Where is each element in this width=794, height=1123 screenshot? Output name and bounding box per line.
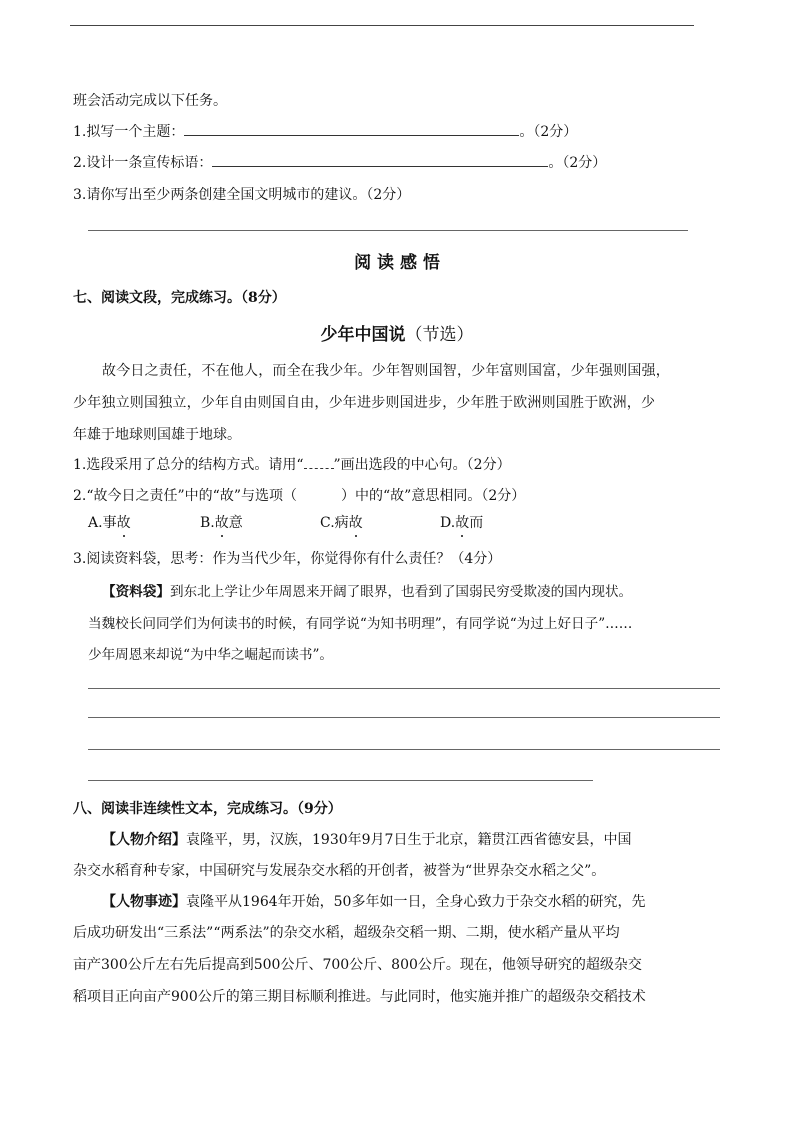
task-2-prefix: 2.设计一条宣传标语： bbox=[73, 155, 213, 171]
q8-deeds-line-3: 亩产300公斤左右先后提高到500公斤、700公斤、800公斤。现在，他领导研究的超级杂交 bbox=[73, 957, 642, 973]
q7-sub-1 bbox=[73, 454, 511, 474]
option-d-dotted-char: 故 bbox=[455, 512, 469, 532]
q8-deeds-text-1: 袁隆平从1964年开始，50多年如一日，全身心致力于杂交水稻的研究，先 bbox=[186, 894, 646, 910]
passage-line-2: 少年独立则国独立，少年自由则国自由，少年进步则国进步，少年胜于欧洲则国胜于欧洲，少 bbox=[73, 395, 656, 411]
q8-intro-line-1 bbox=[102, 829, 631, 849]
material-line-1 bbox=[102, 580, 632, 600]
task-2-suffix: 。（2分） bbox=[548, 155, 607, 171]
task-1 bbox=[73, 121, 577, 141]
option-c-dotted-char: 故 bbox=[349, 512, 363, 532]
task-2 bbox=[73, 152, 606, 172]
q8-deeds-line-2: 后成功研发出“三系法”“两系法”的杂交水稻，超级杂交稻一期、二期，使水稻产量从平均 bbox=[73, 925, 620, 941]
option-c[interactable] bbox=[320, 512, 363, 532]
q8-intro-line-2: 杂交水稻育种专家，中国研究与发展杂交水稻的开创者，被誉为“世界杂交水稻之父”。 bbox=[73, 863, 606, 879]
option-a-letter: A. bbox=[88, 515, 103, 531]
task-1-suffix: 。（2分） bbox=[519, 124, 578, 140]
q7-sub-1-prefix: 1.选段采用了总分的结构方式。请用“ bbox=[73, 457, 304, 473]
option-c-text: 病 bbox=[334, 515, 349, 531]
dashed-underline-sample bbox=[304, 458, 334, 469]
q8-deeds-line-4: 稻项目正向亩产900公斤的第三期目标顺利推进。与此同时，他实施并推广的超级杂交稻技术 bbox=[73, 989, 646, 1005]
option-b-letter: B. bbox=[200, 515, 215, 531]
passage-title-sub: （节选） bbox=[405, 325, 474, 345]
q7-sub-2 bbox=[73, 485, 525, 505]
q8-intro-label: 【人物介绍】 bbox=[102, 832, 186, 848]
passage-line-3: 年雄于地球则国雄于地球。 bbox=[73, 427, 241, 443]
answer-line-3[interactable] bbox=[88, 749, 720, 750]
passage-line-1: 故今日之责任，不在他人，而全在我少年。少年智则国智，少年富则国富，少年强则国强， bbox=[102, 363, 670, 379]
intro-text: 班会活动完成以下任务。 bbox=[73, 93, 227, 109]
option-a-text: 事 bbox=[102, 515, 117, 531]
q7-sub-1-suffix: ”画出选段的中心句。（2分） bbox=[333, 457, 511, 473]
option-a[interactable] bbox=[88, 512, 131, 532]
q8-deeds-line-1 bbox=[102, 891, 645, 911]
answer-line-2[interactable] bbox=[88, 717, 720, 718]
task-1-answer-blank[interactable] bbox=[184, 121, 519, 136]
task-3-answer-line[interactable] bbox=[88, 230, 688, 231]
task-1-prefix: 1.拟写一个主题： bbox=[73, 124, 185, 140]
answer-line-4[interactable] bbox=[88, 780, 593, 781]
q8-intro-text-1: 袁隆平，男，汉族，1930年9月7日生于北京，籍贯江西省德安县，中国 bbox=[186, 832, 632, 848]
option-c-letter: C. bbox=[320, 515, 335, 531]
q7-sub-3: 3.阅读资料袋，思考：作为当代少年，你觉得你有什么责任？（4分） bbox=[73, 551, 502, 567]
task-2-answer-blank[interactable] bbox=[212, 152, 548, 167]
option-b-dotted-char: 故 bbox=[215, 512, 229, 532]
passage-title bbox=[0, 320, 794, 345]
q8-deeds-label: 【人物事迹】 bbox=[102, 894, 186, 910]
option-d-text-after: 而 bbox=[469, 515, 484, 531]
q8-title: 八、阅读非连续性文本，完成练习。（9分） bbox=[73, 801, 342, 817]
q7-sub-2-suffix: ）中的“故”意思相同。（2分） bbox=[341, 488, 526, 504]
q7-title: 七、阅读文段，完成练习。（8分） bbox=[73, 290, 286, 306]
option-b-text-after: 意 bbox=[228, 515, 243, 531]
material-text-1: 到东北上学让少年周恩来开阔了眼界，也看到了国弱民穷受欺凌的国内现状。 bbox=[169, 584, 633, 600]
option-d-letter: D. bbox=[440, 515, 456, 531]
section-heading: 阅 读 感 悟 bbox=[354, 253, 440, 273]
q7-sub-2-prefix: 2.“故今日之责任”中的“故”与选项（ bbox=[73, 488, 297, 504]
option-a-dotted-char: 故 bbox=[117, 512, 131, 532]
top-rule bbox=[70, 25, 694, 26]
task-3: 3.请你写出至少两条创建全国文明城市的建议。（2分） bbox=[73, 187, 411, 203]
answer-line-1[interactable] bbox=[88, 688, 720, 689]
material-label: 【资料袋】 bbox=[102, 584, 170, 600]
passage-title-main: 少年中国说 bbox=[320, 325, 406, 345]
material-line-2: 当魏校长问同学们为何读书的时候，有同学说“为知书明理”，有同学说“为过上好日子”…… bbox=[88, 616, 633, 632]
option-b[interactable] bbox=[200, 512, 243, 532]
material-line-3: 少年周恩来却说“为中华之崛起而读书”。 bbox=[88, 647, 333, 663]
option-d[interactable] bbox=[440, 512, 483, 532]
